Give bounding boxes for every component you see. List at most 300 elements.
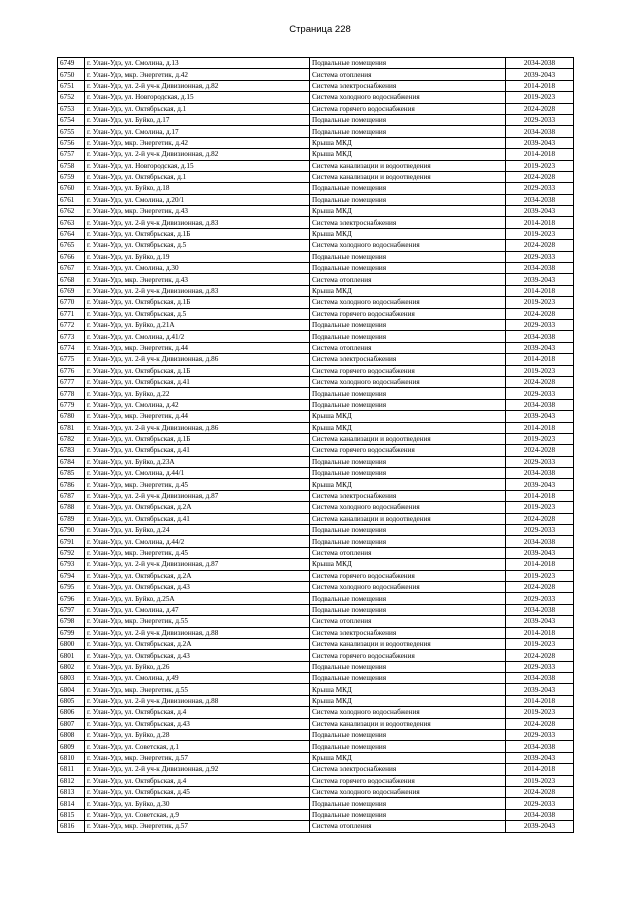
table-row (58, 570, 574, 581)
cell-period: 2039-2043 (506, 547, 574, 558)
table-row (58, 319, 574, 330)
cell-period: 2034-2038 (506, 58, 574, 69)
cell-work-type: Крыша МКД (310, 559, 506, 570)
table-row (58, 445, 574, 456)
cell-number: 6814 (58, 798, 85, 809)
cell-address: г. Улан-Удэ, ул. Смолина, д.17 (85, 126, 310, 137)
cell-address: г. Улан-Удэ, мкр. Энергетик, д.55 (85, 684, 310, 695)
cell-address: г. Улан-Удэ, ул. Октябрьская, д.1Б (85, 365, 310, 376)
cell-period: 2034-2038 (506, 194, 574, 205)
cell-period: 2014-2018 (506, 80, 574, 91)
cell-period: 2039-2043 (506, 684, 574, 695)
cell-number: 6781 (58, 422, 85, 433)
cell-number: 6803 (58, 673, 85, 684)
cell-work-type: Система холодного водоснабжения (310, 787, 506, 798)
table-row (58, 354, 574, 365)
cell-work-type: Подвальные помещения (310, 536, 506, 547)
cell-period: 2029-2033 (506, 183, 574, 194)
cell-work-type: Крыша МКД (310, 137, 506, 148)
cell-work-type: Система горячего водоснабжения (310, 103, 506, 114)
cell-number: 6786 (58, 479, 85, 490)
table-row (58, 798, 574, 809)
cell-address: г. Улан-Удэ, ул. 2-й уч-к Дивизионная, д.88 (85, 695, 310, 706)
cell-work-type: Подвальные помещения (310, 58, 506, 69)
table-row (58, 741, 574, 752)
cell-work-type: Система холодного водоснабжения (310, 240, 506, 251)
page-header: Страница 228 (289, 24, 351, 35)
table-row (58, 673, 574, 684)
cell-period: 2034-2038 (506, 536, 574, 547)
cell-period: 2034-2038 (506, 741, 574, 752)
cell-address: г. Улан-Удэ, ул. Октябрьская, д.43 (85, 581, 310, 592)
cell-address: г. Улан-Удэ, ул. Октябрьская, д.2А (85, 570, 310, 581)
cell-number: 6777 (58, 376, 85, 387)
cell-number: 6759 (58, 171, 85, 182)
cell-work-type: Подвальные помещения (310, 525, 506, 536)
cell-work-type: Подвальные помещения (310, 114, 506, 125)
cell-period: 2014-2018 (506, 285, 574, 296)
cell-address: г. Улан-Удэ, ул. Смолина, д.20/1 (85, 194, 310, 205)
table-row (58, 456, 574, 467)
cell-number: 6750 (58, 69, 85, 80)
table-row (58, 559, 574, 570)
cell-work-type: Подвальные помещения (310, 730, 506, 741)
cell-address: г. Улан-Удэ, ул. Новгородская, д.15 (85, 160, 310, 171)
cell-number: 6766 (58, 251, 85, 262)
cell-work-type: Крыша МКД (310, 479, 506, 490)
cell-period: 2029-2033 (506, 798, 574, 809)
cell-work-type: Подвальные помещения (310, 194, 506, 205)
table-row (58, 285, 574, 296)
cell-period: 2019-2023 (506, 297, 574, 308)
cell-work-type: Подвальные помещения (310, 741, 506, 752)
cell-number: 6767 (58, 263, 85, 274)
cell-address: г. Улан-Удэ, ул. Буйко, д.26 (85, 661, 310, 672)
cell-work-type: Система канализации и водоотведения (310, 513, 506, 524)
cell-address: г. Улан-Удэ, ул. Буйко, д.19 (85, 251, 310, 262)
cell-number: 6757 (58, 149, 85, 160)
cell-number: 6791 (58, 536, 85, 547)
cell-number: 6754 (58, 114, 85, 125)
cell-work-type: Подвальные помещения (310, 126, 506, 137)
cell-number: 6758 (58, 160, 85, 171)
cell-address: г. Улан-Удэ, ул. 2-й уч-к Дивизионная, д.82 (85, 80, 310, 91)
cell-address: г. Улан-Удэ, ул. Буйко, д.21А (85, 319, 310, 330)
table-row (58, 149, 574, 160)
cell-address: г. Улан-Удэ, ул. Смолина, д.44/2 (85, 536, 310, 547)
cell-address: г. Улан-Удэ, ул. Октябрьская, д.41 (85, 513, 310, 524)
table-row (58, 604, 574, 615)
cell-address: г. Улан-Удэ, ул. Октябрьская, д.45 (85, 787, 310, 798)
cell-number: 6808 (58, 730, 85, 741)
cell-work-type: Подвальные помещения (310, 798, 506, 809)
cell-work-type: Система канализации и водоотведения (310, 638, 506, 649)
cell-period: 2024-2028 (506, 581, 574, 592)
table-row (58, 695, 574, 706)
cell-address: г. Улан-Удэ, мкр. Энергетик, д.42 (85, 69, 310, 80)
table-row (58, 183, 574, 194)
cell-address: г. Улан-Удэ, ул. 2-й уч-к Дивизионная, д.83 (85, 217, 310, 228)
cell-period: 2014-2018 (506, 149, 574, 160)
cell-period: 2034-2038 (506, 263, 574, 274)
table-row (58, 422, 574, 433)
cell-address: г. Улан-Удэ, мкр. Энергетик, д.57 (85, 752, 310, 763)
cell-number: 6752 (58, 92, 85, 103)
cell-work-type: Система отопления (310, 821, 506, 832)
cell-period: 2019-2023 (506, 160, 574, 171)
cell-address: г. Улан-Удэ, ул. Советская, д.9 (85, 809, 310, 820)
table-row (58, 114, 574, 125)
cell-number: 6792 (58, 547, 85, 558)
cell-work-type: Крыша МКД (310, 285, 506, 296)
table-row (58, 240, 574, 251)
cell-address: г. Улан-Удэ, ул. Буйко, д.25А (85, 593, 310, 604)
cell-address: г. Улан-Удэ, ул. Буйко, д.17 (85, 114, 310, 125)
cell-number: 6768 (58, 274, 85, 285)
cell-work-type: Подвальные помещения (310, 399, 506, 410)
cell-address: г. Улан-Удэ, ул. Буйко, д.22 (85, 388, 310, 399)
cell-address: г. Улан-Удэ, ул. Смолина, д.49 (85, 673, 310, 684)
cell-work-type: Система холодного водоснабжения (310, 376, 506, 387)
cell-number: 6771 (58, 308, 85, 319)
cell-address: г. Улан-Удэ, ул. Буйко, д.30 (85, 798, 310, 809)
cell-work-type: Система отопления (310, 69, 506, 80)
cell-work-type: Система отопления (310, 547, 506, 558)
cell-period: 2039-2043 (506, 69, 574, 80)
cell-number: 6787 (58, 490, 85, 501)
cell-work-type: Система электроснабжения (310, 354, 506, 365)
cell-work-type: Система холодного водоснабжения (310, 92, 506, 103)
cell-period: 2019-2023 (506, 365, 574, 376)
cell-work-type: Подвальные помещения (310, 593, 506, 604)
cell-address: г. Улан-Удэ, ул. Октябрьская, д.1Б (85, 228, 310, 239)
table-row (58, 479, 574, 490)
cell-period: 2024-2028 (506, 376, 574, 387)
cell-address: г. Улан-Удэ, ул. Советская, д.1 (85, 741, 310, 752)
registry-table-body (58, 58, 574, 833)
cell-period: 2029-2033 (506, 319, 574, 330)
cell-number: 6789 (58, 513, 85, 524)
cell-work-type: Система холодного водоснабжения (310, 502, 506, 513)
cell-address: г. Улан-Удэ, ул. Смолина, д.30 (85, 263, 310, 274)
cell-period: 2039-2043 (506, 752, 574, 763)
cell-number: 6756 (58, 137, 85, 148)
cell-period: 2024-2028 (506, 513, 574, 524)
cell-period: 2024-2028 (506, 103, 574, 114)
cell-work-type: Система холодного водоснабжения (310, 707, 506, 718)
cell-work-type: Крыша МКД (310, 149, 506, 160)
cell-period: 2024-2028 (506, 308, 574, 319)
table-row (58, 263, 574, 274)
cell-address: г. Улан-Удэ, ул. Октябрьская, д.2А (85, 638, 310, 649)
cell-address: г. Улан-Удэ, ул. Октябрьская, д.41 (85, 445, 310, 456)
cell-address: г. Улан-Удэ, ул. Октябрьская, д.5 (85, 240, 310, 251)
cell-number: 6774 (58, 342, 85, 353)
cell-period: 2014-2018 (506, 354, 574, 365)
cell-number: 6797 (58, 604, 85, 615)
cell-period: 2034-2038 (506, 468, 574, 479)
cell-work-type: Подвальные помещения (310, 319, 506, 330)
table-row (58, 137, 574, 148)
cell-number: 6806 (58, 707, 85, 718)
table-row (58, 206, 574, 217)
cell-period: 2039-2043 (506, 206, 574, 217)
table-row (58, 547, 574, 558)
registry-table (57, 57, 574, 833)
table-row (58, 399, 574, 410)
cell-period: 2034-2038 (506, 809, 574, 820)
cell-number: 6801 (58, 650, 85, 661)
cell-address: г. Улан-Удэ, ул. Буйко, д.24 (85, 525, 310, 536)
cell-number: 6799 (58, 627, 85, 638)
cell-period: 2019-2023 (506, 433, 574, 444)
cell-number: 6762 (58, 206, 85, 217)
cell-work-type: Система отопления (310, 274, 506, 285)
table-row (58, 126, 574, 137)
cell-address: г. Улан-Удэ, ул. Октябрьская, д.1 (85, 171, 310, 182)
table-row (58, 787, 574, 798)
table-row (58, 331, 574, 342)
cell-work-type: Подвальные помещения (310, 456, 506, 467)
cell-number: 6772 (58, 319, 85, 330)
cell-period: 2039-2043 (506, 274, 574, 285)
cell-work-type: Крыша МКД (310, 206, 506, 217)
table-row (58, 342, 574, 353)
cell-work-type: Система горячего водоснабжения (310, 308, 506, 319)
cell-work-type: Система канализации и водоотведения (310, 171, 506, 182)
cell-period: 2039-2043 (506, 137, 574, 148)
cell-number: 6782 (58, 433, 85, 444)
cell-number: 6765 (58, 240, 85, 251)
cell-period: 2039-2043 (506, 616, 574, 627)
table-row (58, 809, 574, 820)
cell-address: г. Улан-Удэ, ул. Буйко, д.18 (85, 183, 310, 194)
table-row (58, 821, 574, 832)
cell-number: 6785 (58, 468, 85, 479)
cell-address: г. Улан-Удэ, ул. Октябрьская, д.1Б (85, 297, 310, 308)
cell-address: г. Улан-Удэ, мкр. Энергетик, д.44 (85, 411, 310, 422)
cell-number: 6779 (58, 399, 85, 410)
cell-address: г. Улан-Удэ, ул. Октябрьская, д.5 (85, 308, 310, 319)
table-row (58, 525, 574, 536)
cell-address: г. Улан-Удэ, ул. Октябрьская, д.43 (85, 718, 310, 729)
cell-number: 6764 (58, 228, 85, 239)
cell-address: г. Улан-Удэ, ул. Смолина, д.47 (85, 604, 310, 615)
cell-period: 2029-2033 (506, 593, 574, 604)
cell-number: 6809 (58, 741, 85, 752)
cell-number: 6795 (58, 581, 85, 592)
table-row (58, 58, 574, 69)
table-row (58, 433, 574, 444)
table-row (58, 365, 574, 376)
table-row (58, 411, 574, 422)
cell-period: 2014-2018 (506, 695, 574, 706)
cell-number: 6796 (58, 593, 85, 604)
cell-period: 2019-2023 (506, 228, 574, 239)
cell-number: 6783 (58, 445, 85, 456)
table-row (58, 707, 574, 718)
cell-number: 6761 (58, 194, 85, 205)
cell-number: 6813 (58, 787, 85, 798)
cell-address: г. Улан-Удэ, мкр. Энергетик, д.55 (85, 616, 310, 627)
cell-period: 2024-2028 (506, 787, 574, 798)
cell-period: 2034-2038 (506, 399, 574, 410)
cell-number: 6776 (58, 365, 85, 376)
cell-address: г. Улан-Удэ, ул. Смолина, д.44/1 (85, 468, 310, 479)
cell-period: 2034-2038 (506, 604, 574, 615)
cell-number: 6804 (58, 684, 85, 695)
cell-work-type: Система электроснабжения (310, 764, 506, 775)
cell-period: 2029-2033 (506, 251, 574, 262)
cell-number: 6769 (58, 285, 85, 296)
cell-period: 2034-2038 (506, 331, 574, 342)
cell-period: 2019-2023 (506, 502, 574, 513)
cell-period: 2039-2043 (506, 411, 574, 422)
table-row (58, 297, 574, 308)
cell-work-type: Подвальные помещения (310, 251, 506, 262)
cell-address: г. Улан-Удэ, ул. 2-й уч-к Дивизионная, д.86 (85, 354, 310, 365)
cell-work-type: Система холодного водоснабжения (310, 297, 506, 308)
cell-number: 6798 (58, 616, 85, 627)
cell-period: 2014-2018 (506, 422, 574, 433)
table-row (58, 718, 574, 729)
cell-number: 6802 (58, 661, 85, 672)
cell-number: 6763 (58, 217, 85, 228)
cell-work-type: Подвальные помещения (310, 673, 506, 684)
cell-period: 2029-2033 (506, 730, 574, 741)
cell-address: г. Улан-Удэ, ул. Октябрьская, д.1 (85, 103, 310, 114)
cell-period: 2039-2043 (506, 342, 574, 353)
cell-work-type: Крыша МКД (310, 752, 506, 763)
cell-work-type: Подвальные помещения (310, 183, 506, 194)
table-row (58, 228, 574, 239)
cell-period: 2029-2033 (506, 456, 574, 467)
cell-work-type: Подвальные помещения (310, 661, 506, 672)
cell-work-type: Подвальные помещения (310, 604, 506, 615)
cell-number: 6770 (58, 297, 85, 308)
cell-address: г. Улан-Удэ, мкр. Энергетик, д.43 (85, 274, 310, 285)
cell-number: 6778 (58, 388, 85, 399)
cell-number: 6784 (58, 456, 85, 467)
cell-number: 6800 (58, 638, 85, 649)
cell-period: 2029-2033 (506, 661, 574, 672)
cell-number: 6755 (58, 126, 85, 137)
cell-period: 2024-2028 (506, 171, 574, 182)
cell-address: г. Улан-Удэ, ул. Буйко, д.28 (85, 730, 310, 741)
cell-work-type: Крыша МКД (310, 411, 506, 422)
cell-work-type: Система холодного водоснабжения (310, 581, 506, 592)
cell-work-type: Система электроснабжения (310, 80, 506, 91)
cell-work-type: Система горячего водоснабжения (310, 365, 506, 376)
table-row (58, 775, 574, 786)
cell-period: 2019-2023 (506, 92, 574, 103)
cell-address: г. Улан-Удэ, ул. Октябрьская, д.41 (85, 376, 310, 387)
cell-period: 2029-2033 (506, 388, 574, 399)
cell-period: 2024-2028 (506, 650, 574, 661)
cell-period: 2014-2018 (506, 764, 574, 775)
table-row (58, 581, 574, 592)
cell-number: 6790 (58, 525, 85, 536)
cell-number: 6810 (58, 752, 85, 763)
cell-work-type: Крыша МКД (310, 695, 506, 706)
cell-number: 6805 (58, 695, 85, 706)
table-row (58, 730, 574, 741)
cell-work-type: Подвальные помещения (310, 468, 506, 479)
table-row (58, 160, 574, 171)
cell-address: г. Улан-Удэ, мкр. Энергетик, д.57 (85, 821, 310, 832)
cell-period: 2024-2028 (506, 240, 574, 251)
table-row (58, 502, 574, 513)
table-row (58, 536, 574, 547)
cell-number: 6780 (58, 411, 85, 422)
cell-period: 2014-2018 (506, 490, 574, 501)
cell-period: 2029-2033 (506, 114, 574, 125)
cell-period: 2029-2033 (506, 525, 574, 536)
table-row (58, 616, 574, 627)
table-row (58, 194, 574, 205)
table-row (58, 638, 574, 649)
cell-address: г. Улан-Удэ, ул. Октябрьская, д.4 (85, 775, 310, 786)
table-row (58, 661, 574, 672)
cell-number: 6773 (58, 331, 85, 342)
cell-address: г. Улан-Удэ, мкр. Энергетик, д.43 (85, 206, 310, 217)
cell-address: г. Улан-Удэ, мкр. Энергетик, д.42 (85, 137, 310, 148)
cell-work-type: Система отопления (310, 342, 506, 353)
cell-address: г. Улан-Удэ, ул. 2-й уч-к Дивизионная, д.87 (85, 559, 310, 570)
table-row (58, 513, 574, 524)
cell-number: 6788 (58, 502, 85, 513)
cell-work-type: Система отопления (310, 616, 506, 627)
cell-number: 6811 (58, 764, 85, 775)
table-row (58, 69, 574, 80)
cell-work-type: Система горячего водоснабжения (310, 570, 506, 581)
cell-address: г. Улан-Удэ, ул. Октябрьская, д.2А (85, 502, 310, 513)
cell-address: г. Улан-Удэ, ул. Смолина, д.42 (85, 399, 310, 410)
table-row (58, 684, 574, 695)
cell-work-type: Крыша МКД (310, 684, 506, 695)
cell-period: 2019-2023 (506, 707, 574, 718)
cell-number: 6775 (58, 354, 85, 365)
table-row (58, 308, 574, 319)
cell-address: г. Улан-Удэ, мкр. Энергетик, д.44 (85, 342, 310, 353)
cell-work-type: Система канализации и водоотведения (310, 718, 506, 729)
cell-period: 2039-2043 (506, 821, 574, 832)
cell-work-type: Крыша МКД (310, 422, 506, 433)
cell-address: г. Улан-Удэ, мкр. Энергетик, д.45 (85, 547, 310, 558)
cell-address: г. Улан-Удэ, ул. 2-й уч-к Дивизионная, д.83 (85, 285, 310, 296)
table-row (58, 627, 574, 638)
cell-address: г. Улан-Удэ, ул. Буйко, д.23А (85, 456, 310, 467)
cell-period: 2019-2023 (506, 570, 574, 581)
table-row (58, 80, 574, 91)
cell-work-type: Подвальные помещения (310, 263, 506, 274)
cell-address: г. Улан-Удэ, ул. 2-й уч-к Дивизионная, д.87 (85, 490, 310, 501)
cell-number: 6807 (58, 718, 85, 729)
table-row (58, 468, 574, 479)
cell-address: г. Улан-Удэ, ул. 2-й уч-к Дивизионная, д.88 (85, 627, 310, 638)
cell-period: 2024-2028 (506, 718, 574, 729)
cell-number: 6751 (58, 80, 85, 91)
cell-work-type: Подвальные помещения (310, 331, 506, 342)
table-row (58, 388, 574, 399)
table-row (58, 650, 574, 661)
cell-period: 2014-2018 (506, 627, 574, 638)
cell-period: 2039-2043 (506, 479, 574, 490)
cell-address: г. Улан-Удэ, ул. 2-й уч-к Дивизионная, д.82 (85, 149, 310, 160)
table-row (58, 171, 574, 182)
cell-address: г. Улан-Удэ, ул. Октябрьская, д.1Б (85, 433, 310, 444)
cell-period: 2024-2028 (506, 445, 574, 456)
